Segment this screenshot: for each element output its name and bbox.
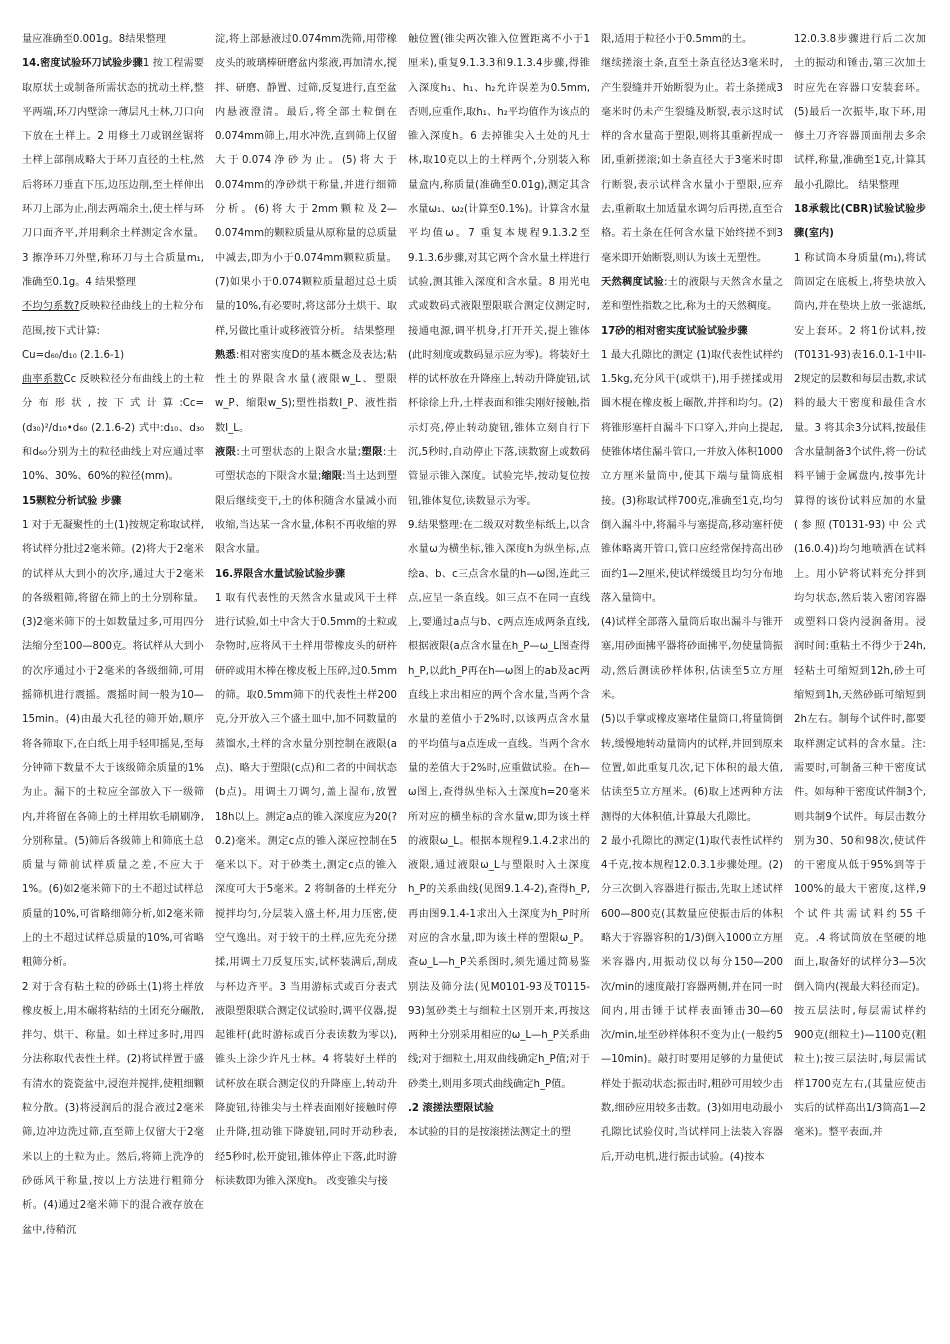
paragraph: [22, 295, 204, 344]
term-run: 曲率系数: [22, 374, 64, 386]
paragraph: (4)试样全部落入量筒后取出漏斗与锥开塞,用砂面拂平器将砂面拂平,勿使量筒振动,然后测读砂样体积,估读至5立方厘米。: [601, 617, 783, 702]
paragraph: [215, 563, 397, 587]
paragraph: [408, 1097, 590, 1121]
text-column-5: [794, 28, 926, 1338]
text-run: Cc 反映粒径分布曲线上的土粒分布形状,按下式计算:Cc=(d₃₀)²/d₁₀•d₆₀ (2.1.6-2) 式中:d₁₀、d₃₀和d₆₀分别为土的粒径曲线上对应通过率10%、30%、60%的粒径(mm)。: [22, 374, 204, 483]
paragraph: [601, 320, 783, 344]
paragraph: 限,适用于粒径小于0.5mm的土。: [601, 34, 753, 45]
text-run: :土的液限与天然含水量之差和塑性指数之比,称为土的天然稠度。: [601, 276, 783, 313]
paragraph: 1 最大孔隙比的测定 (1)取代表性试样约1.5kg,充分风干(或烘干),用手搓揉或用圆木棍在橡皮板上碾散,并拌和均匀。(2)将锥形塞杆自漏斗下口穿入,并向上提起,使锥体堵住漏斗管口,一并放入体积1000立方厘米量筒中,使其下端与量筒底相接。(3)称取试样700克,准确至1克,均匀倒入漏斗中,将漏斗与塞提高,移动塞杆使锥体略离开管口,管口应经常保持高出砂面约1—2厘米,使试样缓缓且均匀分布地落入量筒中。: [601, 349, 783, 604]
paragraph: 9.结果整理:在二级双对数坐标纸上,以含水量ω为横坐标,锥入深度h为纵坐标,点绘a、b、c三点含水量的h—ω图,连此三点,应呈一条直线。如三点不在同一直线上,要通过a点与b、c两点连成两条直线,根据液限(a点含水量在h_P—ω_L图查得h_P,以此h_P再在h—ω图上的ab及ac两直线上求出相应的两个含水量,当两个含水量的差值小于2%时,以该两点含水量的平均值与a点连成一直线。当两个含水量的差值大于2%时,应重做试验。在h—ω图上,查得纵坐标入土深度h=20毫米所对应的横坐标的含水量w,即为该土样的液限ω_L。根据本规程9.1.4.2求出的液限,通过液限ω_L与塑限时入土深度h_P的关系曲线(见图9.1.4-2),查得h_P,再由图9.1.4-1求出入土深度为h_P时所对应的含水量,即为该土样的塑限ω_P。查ω_L—h_P关系图时,须先通过简易鉴别法及筛分法(见M0101-93及T0115-93)氢砂类土与细粒土区别开来,再按这两种土分别采用相应的ω_L—h_P关系曲线;对于细粒土,用双曲线确定h_P值;对于砂类土,则用多项式曲线确定h_P值。: [408, 519, 590, 1090]
text-column-2: [215, 28, 397, 1338]
paragraph: (5)以手掌或橡皮塞堵住量筒口,将量筒倒转,缓慢地转动量筒内的试样,并回到原来位置,如此重复几次,记下体积的最大值,估读至5立方厘米。(6)取上述两种方法测得的大体积值,计算最大孔隙比。: [601, 714, 783, 823]
paragraph: [22, 52, 204, 295]
text-run: :相对密实度D的基本概念及表达;粘性土的界限含水量(液限w_L、塑限w_P、缩限w_S);塑性指数I_P、液性指数I_L。: [215, 349, 397, 434]
heading-run: 天然稠度试验: [601, 276, 665, 288]
text-column-3: [408, 28, 590, 1338]
paragraph: [601, 271, 783, 320]
heading-run: 塑限: [361, 447, 383, 459]
paragraph: [794, 198, 926, 247]
paragraph: [22, 368, 204, 489]
paragraph: 2 对于含有粘土粒的砂砾土(1)将土样放橡皮板上,用木碾将粘结的土团充分碾散,拌匀、烘干、称量。如土样过多时,用四分法称取代表性土样。(2)将试样置于盛有清水的瓷瓷盆中,浸泡并搅拌,使粗细颗粒分散。(3)将浸润后的混合液过2毫米筛,边冲边洗过筛,直至筛上仅留大于2毫米以上的土粒为止。然后,将筛上洗净的砂砾风干称量,按以上方法进行粗筛分析。(4)通过2毫米筛下的混合液存放在盆中,待稍沉: [22, 981, 204, 1236]
paragraph: 淀,将上部悬液过0.074mm洗筛,用带橡皮头的玻璃棒研磨盆内浆液,再加清水,搅拌、研磨、静置、过筛,反复进行,直至盆内悬液澄清。最后,将全部土粒倒在0.074mm筛上,用水冲洗,直到筛上仅留大于0.074净砂为止。(5)将大于0.074mm的净砂烘干称量,并进行细筛分析。(6)将大于2mm颗粒及2—0.074mm的颗粒质量从原称量的总质量中减去,即为小于0.074mm颗粒质量。(7)如果小于0.074颗粒质量超过总土质量的10%,有必要时,将这部分土烘干、取样,另做比重计或移液管分析。 结果整理: [215, 34, 397, 337]
paragraph: 本试验的目的是按滚搓法测定土的塑: [408, 1127, 571, 1139]
paragraph: [215, 441, 397, 562]
heading-run: 液限: [215, 447, 237, 459]
text-column-4: [601, 28, 783, 1338]
text-run: :土可塑状态的下限含水量;: [215, 447, 397, 483]
paragraph: 1 取有代表性的天然含水量或风干土样进行试验,如土中含大于0.5mm的土粒或杂物时,应将风干土样用带橡皮头的研杵研碎或用木棒在橡皮板上压碎,过0.5mm的筛。取0.5mm筛下的代表性土样200克,分开放入三个盛土皿中,加不同数量的蒸馏水,土样的含水量分别控制在液限(a点)、略大于塑限(c点)和二者的中间状态(b点)。用调土刀调匀,盖上湿布,放置18h以上。测定a点的锥入深度应为20(?0.2)毫米。测定c点的锥入深应控制在5毫米以下。对于砂类土,测定c点的锥入深度可大于5毫米。2 将制备的土样充分搅拌均匀,分层装入盛土杯,用力压密,使空气逸出。对于较干的土样,应先充分搓揉,用调土刀反复压实,试杯装满后,刮成与杯边齐平。3 当用游标式或百分表式液限塑限联合测定仪试验时,调平仪器,提起锥杆(此时游标或百分表读数为零以),锥头上涂少许凡士林。4 将装好土样的试杯放在联合测定仪的升降座上,转动升降旋钮,待锥尖与土样表面刚好接触时停止升降,扭动锥下降旋钮,同时开动秒表,经5秒时,松开旋钮,锥体停止下落,此时游标读数即为锥入深度h。 改变锥尖与接: [215, 592, 397, 1187]
paragraph: [215, 344, 397, 441]
text-run: :土可塑状态的上限含水量;: [236, 447, 362, 459]
text-run: 1 按工程需要取原状土或制备所需状态的扰动土样,整平两端,环刀内壁涂一薄层凡士林,刀口向下放在土样上。2 用修土刀或钢丝锯将土样上部削成略大于环刀直径的土柱,然后将环刀垂直下压,边压边削,至土样伸出环刀上部为止,削去两端余土,使土样与环刀口面齐平,并用剩余土样测定含水量。3 擦净环刀外壁,称环刀与土合质量m₁,准确至0.1g。4 结果整理: [22, 58, 204, 288]
paragraph: 1 对于无凝聚性的土(1)按规定称取试样,将试样分批过2毫米筛。(2)将大于2毫米的试样从大到小的次序,通过大于2毫米的各级粗筛,将留在筛上的土分别称量。(3)2毫米筛下的土如数量过多,可用四分法缩分至100—800克。将试样从大到小的次序通过小于2毫米的各级细筛,可用摇筛机进行震摇。震摇时间一般为10—15min。(4)由最大孔径的筛开始,顺序将各筛取下,在白纸上用手轻叩摇晃,至每分钟筛下数量不大于该级筛余质量的1%为止。漏下的土粒应全部放入下一级筛内,并将留在各筛上的土样用软毛刷刷净,分别称量。(5)筛后各级筛上和筛底土总质量与筛前试样质量之差,不应大于1%。(6)如2毫米筛下的土不超过试样总质量的10%,可省略细筛分析,如2毫米筛上的土不超过试样总质量的10%,可省略粗筛分析。: [22, 519, 204, 969]
paragraph: 量应准确至0.001g。8结果整理: [22, 34, 166, 45]
heading-run: 15颗粒分析试验 步骤: [22, 495, 122, 507]
paragraph: 2 最小孔隙比的测定(1)取代表性试样约4千克,按本规程12.0.3.1步骤处理。(2)分三次倒入容器进行振击,先取上述试样600—800克(其数量应使振击后的体积略大于容器容积的1/3)倒入1000立方厘米容器内,用振动仪以每分150—200次/min的速度敲打容器两侧,并在同一时间内,用击锤于试样表面锤击30—60次/min,址至砂样体积不变为止(一般约5—10min)。敲打时要用足够的力量使试样处于振动状态;振击时,粗砂可用较少击数,细砂应用较多击数。(3)如用电动最小孔隙比试验仪时,当试样同上法装入容器后,开动电机,进行振击试验。(4)按本: [601, 835, 783, 1163]
heading-run: 缩限: [321, 471, 343, 483]
text-column-1: [22, 28, 204, 1338]
term-run: 不均匀系数?: [22, 301, 80, 313]
paragraph: Cu=d₆₀/d₁₀ (2.1.6-1): [22, 349, 125, 361]
text-run: :当土达到塑限后继续变干,土的体积随含水量减小而收缩,当达某一含水量,体积不再收缩的界限含水量。: [215, 471, 397, 556]
paragraph: 触位置(锥尖两次锥入位置距离不小于1厘米),重复9.1.3.3和9.1.3.4步骤,得锥入深度h₁、h₁、h₂允许误差为0.5mm,否则,应重作,取h₁、h₂平均值作为该点的锥入深度h。6 去掉锥尖入土处的凡士林,取10克以上的土样两个,分别装入称量盒内,称质量(准确至0.01g),测定其含水量ω₁、ω₂(计算至0.1%)。计算含水量平均值ω。7 重复本规程9.1.3.2至9.1.3.6步骤,对其它两个含水量土样进行试验,测其锥入深度和含水量。8 用光电式或数码式液限塑限联合测定仪测定时,接通电源,调平机身,打开开关,提上锥体(此时刻度或数码显示应为零)。将装好土样的试杯放在升降座上,转动升降旋钮,试杯徐徐上升,土样表面和锥尖刚好接触,指示灯亮,停止转动旋钮,锥体立刻自行下沉,5秒时,自动停止下落,读数窗上或数码管显示锥入深度。试验完毕,按动复位按钮,锥体复位,读数显示为零。: [408, 34, 590, 507]
heading-run: 16.界限含水量试验试验步骤: [215, 568, 346, 580]
paragraph: [22, 490, 204, 514]
heading-run: .2 滚搓法塑限试验: [408, 1103, 494, 1115]
paragraph: 继续搓滚土条,直至土条直径达3毫米时,产生裂缝并开始断裂为止。若土条搓成3毫米时仍未产生裂缝及断裂,表示这时试样的含水量高于塑限,则将其重新捏成一团,重新搓滚;如土条直径大于3毫米时即行断裂,表示试样含水量小于塑限,应弃去,重新取土加适量水调匀后再搓,直至合格。若土条在任何含水量下始终搓不到3毫米即开始断裂,则认为该土无塑性。: [601, 58, 783, 264]
text-run: 反映粒径曲线上的土粒分布范围,按下式计算:: [22, 301, 204, 337]
paragraph: 12.0.3.8步骤进行后二次加土的振动和锤击,第三次加土时应先在容器口安装套环。(5)最后一次振毕,取下环,用修土刀齐容器顶面削去多余试样,称量,准确至1克,计算其最小孔隙比。 结果整理: [794, 34, 926, 191]
paragraph: 1 称试筒本身质量(m₁),将试筒固定在底板上,将垫块放入筒内,并在垫块上放一张滤纸,安上套环。2 将1份试料,按(T0131-93)表16.0.1-1中II-2规定的层数和每层击数,求试料的最大干密度和最佳含水量。3 将其余3分试料,按最佳含水量制备3个试件,将一份试料平铺于金属盘内,按事先计算得的该份试料应加的水量(参照(T0131-93)中公式(16.0.4))均匀地喷洒在试料上。用小铲将试料充分拌到均匀状态,然后装入密闭容器或塑料口袋内浸润备用。浸润时间:重粘土不得少于24h,轻粘土可缩短到12h,砂土可缩短到1h,天然砂砾可缩短到2h左右。制每个试件时,都要取样测定试料的含水量。注:需要时,可制备三种干密度试件。如每种干密度试件制3个,则共制9个试件。每层击数分别为30、50和98次,使试件的干密度从低于95%到等于100%的最大干密度,这样,9个试件共需试料约55千克。.4 将试筒放在坚硬的地面上,取备好的试样分3—5次倒入筒内(视最大料径而定)。按五层法时,每层需试样约900克(细粒土)—1100克(粗粒土);按三层法时,每层需试样1700克左右,(其量应使击实后的试样高出1/3筒高1—2毫米)。整平表面,并: [794, 252, 926, 1139]
heading-run: 14.密度试验环刀试验步骤: [22, 58, 143, 70]
heading-run: 17砂的相对密实度试验试验步骤: [601, 325, 748, 337]
heading-run: 18承载比(CBR)试验试验步骤(室内): [794, 204, 926, 240]
heading-run: 熟悉: [215, 349, 236, 361]
